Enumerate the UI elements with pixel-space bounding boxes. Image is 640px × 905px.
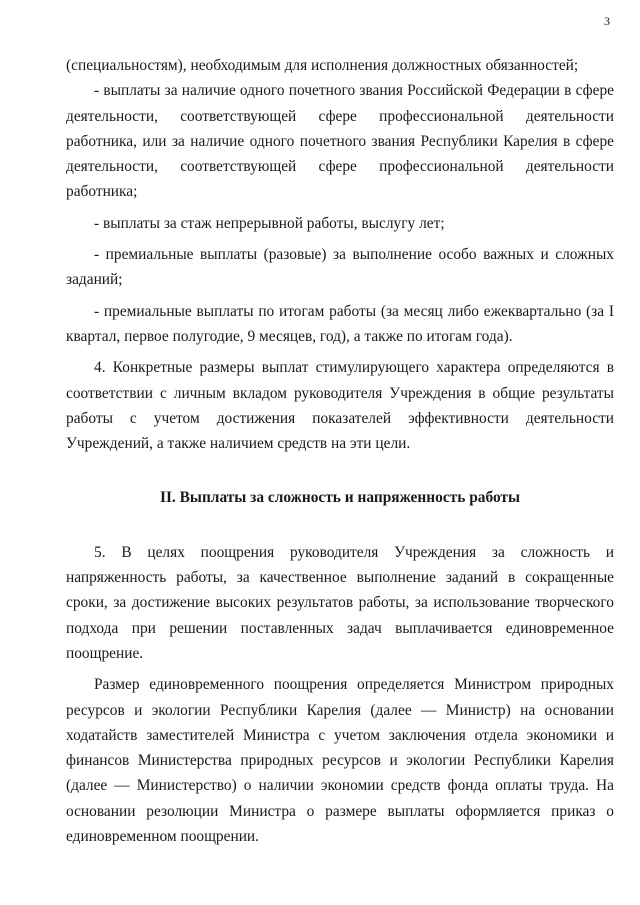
- paragraph: - премиальные выплаты (разовые) за выполнение особо важных и сложных заданий;: [66, 246, 614, 289]
- paragraph: - выплаты за стаж непрерывной работы, выслугу лет;: [94, 214, 445, 232]
- paragraph: 4. Конкретные размеры выплат стимулирующего характера определяются в соответствии с личным вкладом руководителя Учреждения в общие результаты работы с учетом достижения показателей эффективности деятельности Учреждений, а также наличием средств на эти цели.: [66, 359, 614, 453]
- paragraph: Размер единовременного поощрения определяется Министром природных ресурсов и экологии Республики Карелия (далее — Министр) на основании ходатайств заместителей Министра с учетом заключения отдела экономики и финансов Министерства природных ресурсов и экологии Республики Карелия (далее — Министерство) о наличии экономии средств фонда оплаты труда. На основании резолюции Министра о размере выплаты оформляется приказ о единовременном поощрении.: [66, 676, 614, 846]
- paragraph: - выплаты за наличие одного почетного звания Российской Федерации в сфере деятельности, соответствующей сфере профессиональной деятельности работника, или за наличие одного почетного звания Республики Карелия в сфере деятельности, соответствующей сфере профессиональной деятельности работника;: [66, 82, 614, 201]
- paragraph: - премиальные выплаты по итогам работы (за месяц либо ежеквартально (за I квартал, первое полугодие, 9 месяцев, год), а также по итогам года).: [66, 302, 614, 345]
- paragraph: 5. В целях поощрения руководителя Учреждения за сложность и напряженность работы, за качественное выполнение заданий в сокращенные сроки, за достижение высоких результатов работы, за использование творческого подхода при решении поставленных задач выплачивается единовременное поощрение.: [66, 543, 614, 662]
- paragraph: (специальностям), необходимым для исполнения должностных обязанностей;: [66, 57, 579, 74]
- document-body: [66, 53, 614, 849]
- page-number: 3: [604, 14, 610, 28]
- section-heading: II. Выплаты за сложность и напряженность работы: [159, 489, 521, 507]
